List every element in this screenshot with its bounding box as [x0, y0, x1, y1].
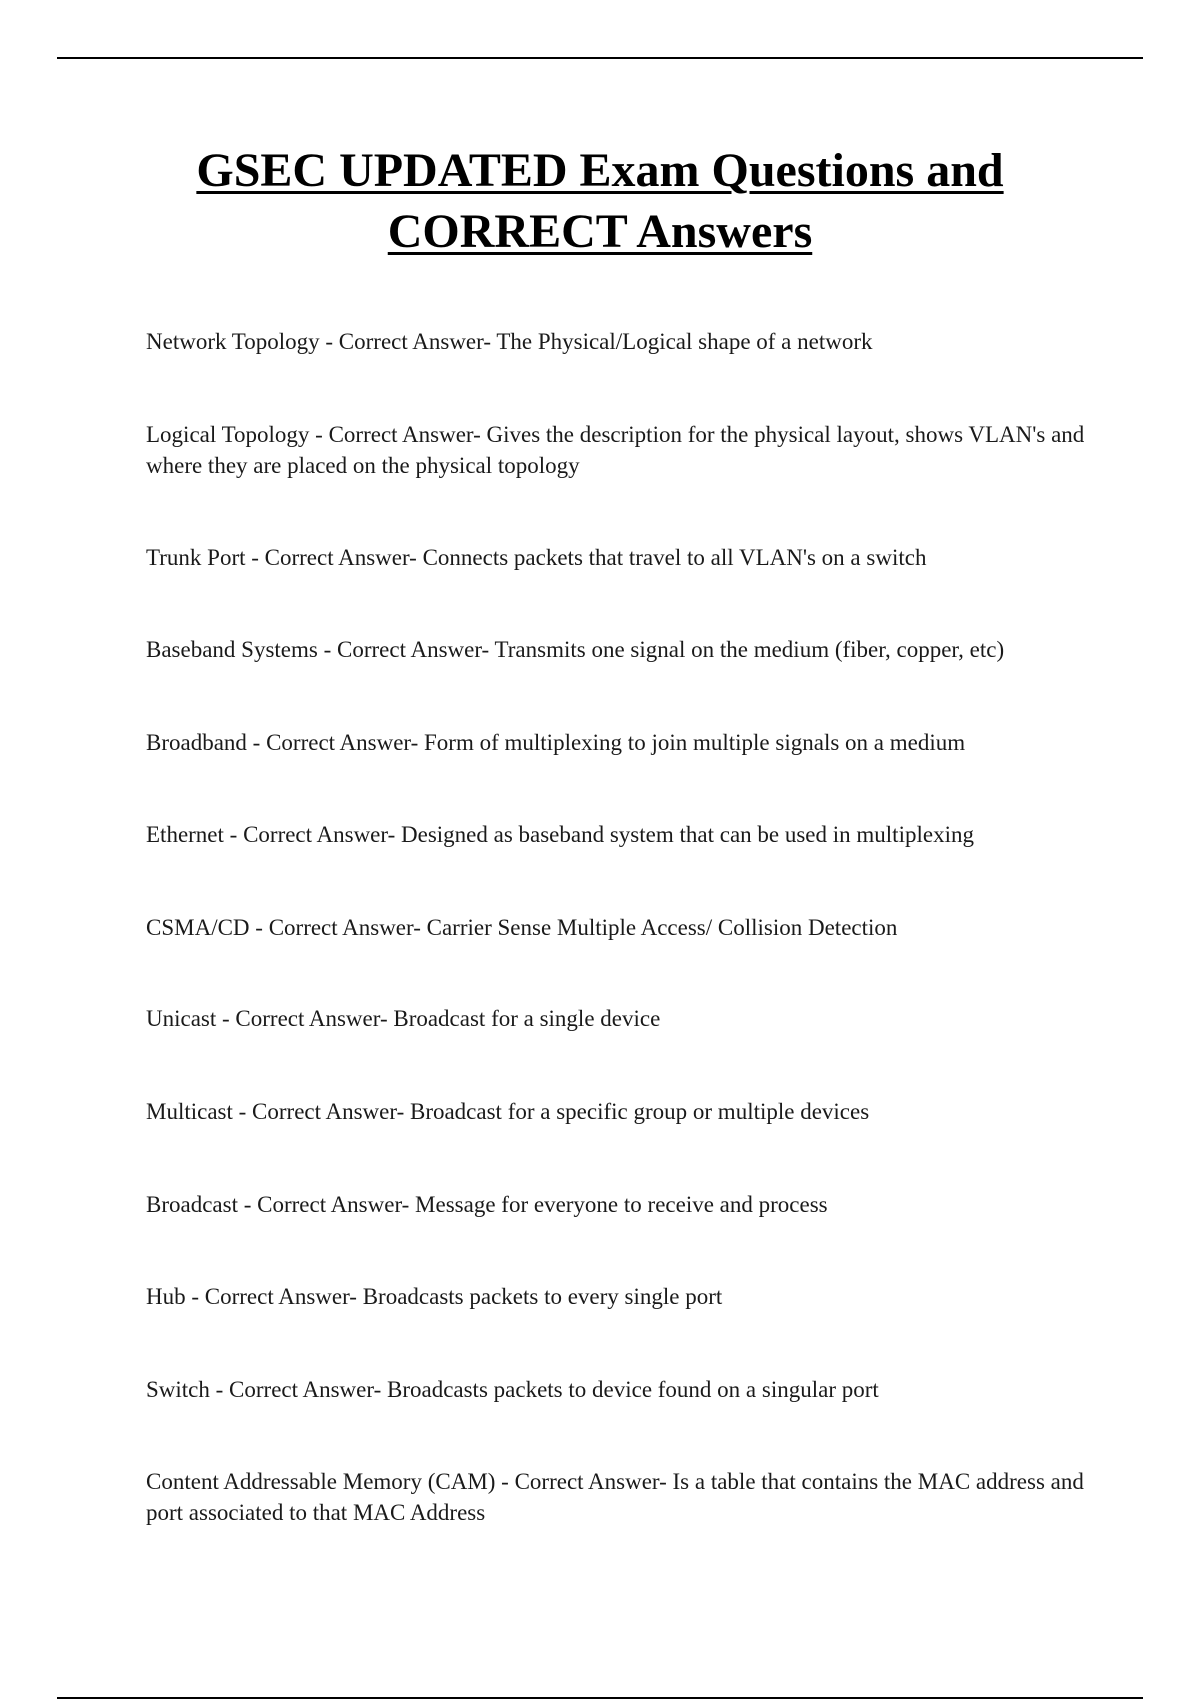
qa-item-baseband-systems: Baseband Systems - Correct Answer- Transmits one signal on the medium (fiber, copper, etc) [146, 637, 1005, 662]
qa-item-logical-topology: Logical Topology - Correct Answer- Gives the description for the physical layout, shows VLAN's and where they are placed on the physical topology [146, 422, 1085, 478]
qa-item-switch: Switch - Correct Answer- Broadcasts packets to device found on a singular port [146, 1377, 879, 1402]
top-rule [57, 57, 1143, 59]
qa-item-ethernet: Ethernet - Correct Answer- Designed as baseband system that can be used in multiplexing [146, 822, 974, 847]
qa-item-unicast: Unicast - Correct Answer- Broadcast for a single device [146, 1006, 661, 1031]
bottom-rule [57, 1697, 1143, 1699]
qa-item-hub: Hub - Correct Answer- Broadcasts packets to every single port [146, 1284, 723, 1309]
document-title [100, 140, 1100, 262]
qa-item-trunk-port: Trunk Port - Correct Answer- Connects packets that travel to all VLAN's on a switch [146, 545, 927, 570]
qa-item-cam: Content Addressable Memory (CAM) - Correct Answer- Is a table that contains the MAC address and port associated to that MAC Address [146, 1469, 1084, 1525]
qa-item-broadcast: Broadcast - Correct Answer- Message for everyone to receive and process [146, 1192, 828, 1217]
document-title-line-1: GSEC UPDATED Exam Questions and [196, 144, 1004, 197]
qa-item-csma-cd: CSMA/CD - Correct Answer- Carrier Sense Multiple Access/ Collision Detection [146, 915, 898, 940]
qa-item-broadband: Broadband - Correct Answer- Form of multiplexing to join multiple signals on a medium [146, 730, 966, 755]
qa-item-multicast: Multicast - Correct Answer- Broadcast for a specific group or multiple devices [146, 1099, 870, 1124]
qa-item-network-topology: Network Topology - Correct Answer- The Physical/Logical shape of a network [146, 329, 873, 354]
document-title-line-2: CORRECT Answers [387, 205, 813, 258]
